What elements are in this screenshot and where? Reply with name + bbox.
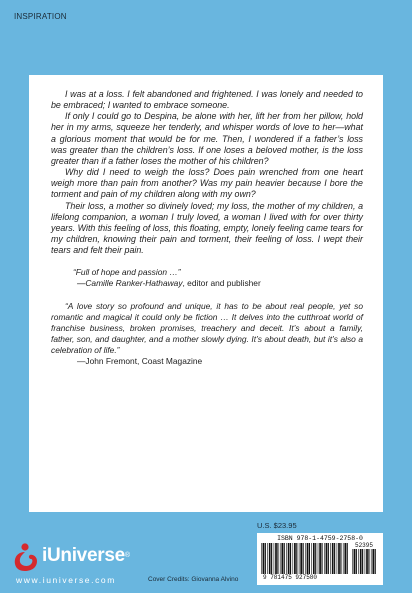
barcode-bar (263, 543, 265, 574)
barcode-bar (358, 549, 359, 574)
barcode-bar (281, 543, 283, 574)
registered-mark: ® (124, 552, 130, 559)
back-cover-text-panel (29, 75, 383, 512)
barcode-bar (324, 543, 325, 574)
barcode-bars (261, 543, 379, 574)
publisher-logo (13, 542, 145, 588)
isbn-text: ISBN 978-1-4759-2758-0 (277, 535, 363, 542)
barcode-bar (261, 543, 262, 574)
barcode-addon-bars (352, 549, 376, 574)
barcode-bar (365, 549, 366, 574)
category-label: INSPIRATION (14, 12, 67, 21)
barcode-bar (362, 549, 363, 574)
barcode-bar (311, 543, 312, 574)
barcode-bar (280, 543, 281, 574)
reviewer-title: , editor and publisher (182, 278, 261, 289)
publisher-name-text: iUniverse (42, 545, 125, 566)
barcode-bar (307, 543, 309, 574)
barcode-bar (296, 543, 297, 574)
barcode-bar (277, 543, 278, 574)
barcode-bar (375, 549, 376, 574)
barcode-bar (366, 549, 368, 574)
barcode-bar (288, 543, 290, 574)
barcode-bar (334, 543, 335, 574)
barcode-bar (356, 549, 357, 574)
barcode-bar (328, 543, 329, 574)
publisher-url: www.iuniverse.com (16, 575, 116, 585)
barcode-bar (344, 543, 346, 574)
isbn-barcode (257, 533, 383, 585)
excerpt-paragraph-1: I was at a loss. I felt abandoned and frightened. I was lonely and needed to be embraced; I wanted to embrace someone. (51, 89, 363, 111)
review-quote-2: “A love story so profound and unique, it has to be about real people, yet so romantic and magical it could only be fiction … It delves into the cutthroat world of franchise business, broken promises, treachery and deceit. It’s about a family, father, son, and daughter, and a mother slowly dying. It’s about death, but it’s also a celebration of life.” (51, 301, 363, 356)
excerpt-paragraph-3: Why did I need to weigh the loss? Does pain wrenched from one heart weigh more than pain from another? Was my pain heavier because I bore the torment and pain of my children along with my own? (51, 167, 363, 200)
barcode-bar (372, 549, 374, 574)
barcode-bar (309, 543, 310, 574)
barcode-bar (321, 543, 322, 574)
barcode-bar (343, 543, 344, 574)
barcode-bar (371, 549, 372, 574)
barcode-bar (274, 543, 275, 574)
publisher-name (42, 545, 130, 567)
barcode-bar (313, 543, 315, 574)
barcode-bar (360, 549, 362, 574)
barcode-bar (340, 543, 341, 574)
barcode-bar (265, 543, 266, 574)
barcode-bar (305, 543, 306, 574)
barcode-bar (354, 549, 356, 574)
barcode-bar (267, 543, 268, 574)
review-attribution-1 (77, 278, 363, 289)
barcode-bar (319, 543, 321, 574)
publisher-logo-icon (13, 542, 39, 572)
barcode-bar (332, 543, 334, 574)
barcode-bar (299, 543, 300, 574)
barcode-bar (303, 543, 304, 574)
review-quote-1: “Full of hope and passion …” (73, 267, 181, 278)
barcode-bar (352, 549, 353, 574)
barcode-main-bars (261, 543, 349, 574)
barcode-bar (318, 543, 319, 574)
barcode-bar (368, 549, 369, 574)
excerpt-paragraph-4: Their loss, a mother so divinely loved; my loss, the mother of my children, a lifelong companion, a woman I truly loved, a woman I lived with for over thirty years. With this feeling of loss, this floating, empty, lonely feeling came tears for my children, knowing their pain and torment, their feeling of loss. I wept their tears and felt their pain. (51, 200, 363, 256)
barcode-bar (290, 543, 291, 574)
price-label: U.S. $23.95 (257, 521, 297, 530)
barcode-bar (294, 543, 296, 574)
cover-credits: Cover Credits: Giovanna Alvino (148, 576, 239, 583)
barcode-bar (269, 543, 271, 574)
barcode-bar (347, 543, 348, 574)
barcode-bar (338, 543, 340, 574)
barcode-bar (293, 543, 294, 574)
review-attribution-2: —John Fremont, Coast Magazine (77, 356, 203, 367)
barcode-addon-text: 52395 (354, 542, 373, 549)
barcode-bar (330, 543, 331, 574)
barcode-bar (271, 543, 272, 574)
barcode-bar (286, 543, 287, 574)
barcode-bar (284, 543, 285, 574)
reviewer-name: —Camille Ranker-Hathaway (77, 278, 183, 289)
barcode-bar (315, 543, 316, 574)
excerpt-paragraph-2: If only I could go to Despina, be alone with her, lift her from her pillow, hold her in my arms, squeeze her tenderly, and whisper words of love to her—what a glorious moment that would be for me. Then, I wondered if a father’s loss was greater than the children’s loss. If one loses a beloved mother, is the loss greater than if a father loses the mother of his children? (51, 111, 363, 166)
barcode-number: 9 781475 927580 (263, 574, 318, 581)
barcode-bar (300, 543, 302, 574)
barcode-bar (326, 543, 328, 574)
barcode-bar (275, 543, 277, 574)
barcode-bar (337, 543, 338, 574)
barcode-addon (352, 543, 376, 574)
